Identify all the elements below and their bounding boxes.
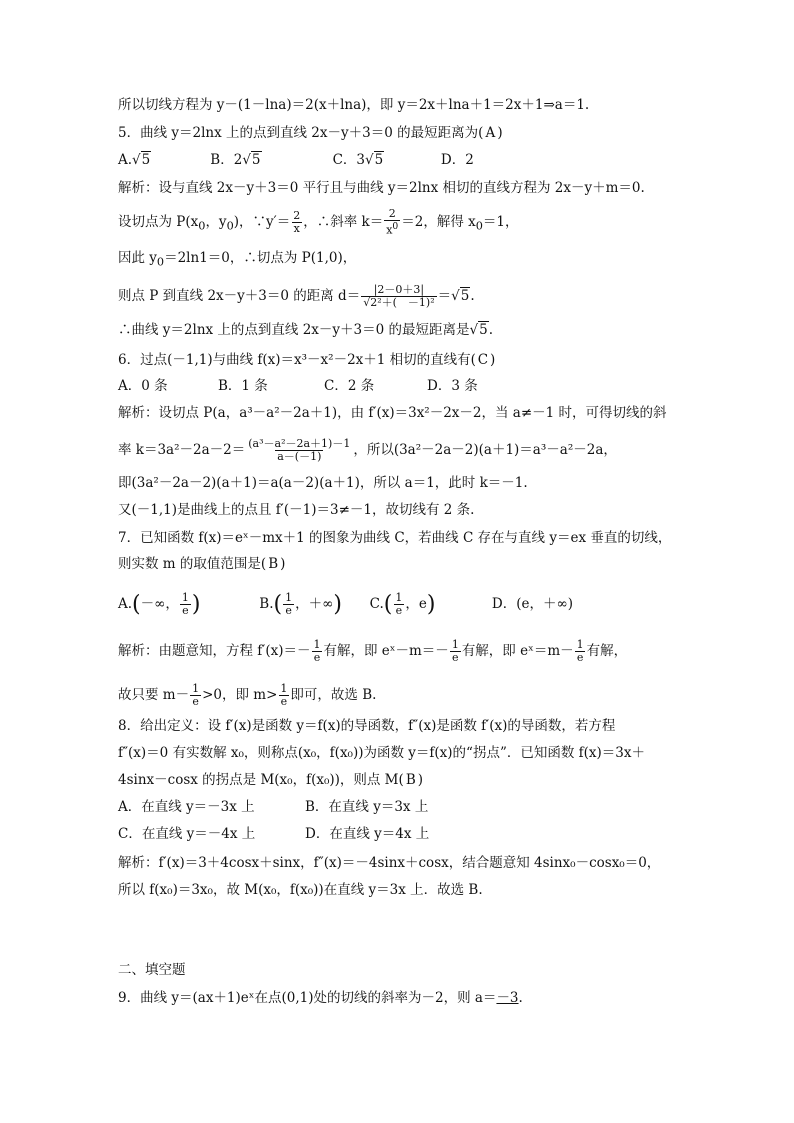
solution-line: 率 k＝3a²－2a－2＝ $\frac{\text{(a³－a²－2a＋1)－1}}{a-(-1)}$ ，所以(3a²－2a－2)(a＋1)＝a³－a²－2a， — [118, 437, 617, 463]
option-b: B．在直线 y＝3x 上 — [305, 799, 429, 815]
solution-line: 即(3a²－2a－2)(a＋1)＝a(a－2)(a＋1)，所以 a＝1，此时 k＝－1. — [118, 475, 528, 491]
solution-line: 又(－1,1)是曲线上的点且 f′(－1)＝3≠－1，故切线有 2 条. — [118, 502, 475, 518]
question-8-options — [118, 799, 428, 815]
solution-line: 解析：由题意知，方程 f′(x)＝－ $\frac{1}{e}$ 有解，即 eˣ－m＝－ $\frac{1}{e}$ 有解，即 eˣ＝m－ $\frac{1}{e}$ 有解， — [118, 638, 628, 664]
option-c: C.( $\frac{1}{e}$ ，e) — [369, 591, 436, 617]
section-title: 二、填空题 — [118, 962, 186, 978]
question-8-options — [118, 826, 429, 842]
answer: B — [268, 556, 279, 572]
fraction: $\frac{2}{x}$ — [293, 208, 301, 235]
solution-line: 解析：设切点 P(a，a³－a²－2a＋1)，由 f′(x)＝3x²－2x－2，当 a≠－1 时，可得切线的斜 — [118, 405, 667, 421]
question-9: 9．曲线 y＝(ax＋1)eˣ在点(0,1)处的切线的斜率为－2，则 a＝－3. — [118, 990, 523, 1006]
answer: C — [477, 352, 489, 368]
solution-line: ∴曲线 y＝2lnx 上的点到直线 2x－y＋3＝0 的最短距离是√5. — [118, 322, 494, 338]
option-c: C．3√5 — [332, 152, 384, 168]
option-c: C．2 条 — [324, 378, 375, 394]
option-b: B．2√5 — [210, 152, 261, 168]
solution-line: 设切点为 $P(x_0$，$y_0$)，∵y′＝ $\frac{2}{x}$ ，∴斜率 k＝ $\frac{2}{x^0}$ ＝2，解得 $x_0=1$， — [118, 207, 519, 237]
answer: B — [405, 772, 416, 788]
solution-line: 则点 P 到直线 2x－y＋3＝0 的距离 d＝ $\frac{|2-0+3|}{\text{√2²＋( －1)²}}$ ＝√5. — [118, 283, 475, 309]
question-5-options — [118, 152, 474, 168]
option-c: C．在直线 y＝－4x 上 — [118, 826, 256, 842]
option-a: A．在直线 y＝－3x 上 — [118, 799, 255, 815]
question-8-stem: f″(x)＝0 有实数解 x₀，则称点(x₀，f(x₀))为函数 y＝f(x)的“拐点”．已知函数 f(x)＝3x＋ — [118, 745, 646, 761]
solution-line: 解析：f′(x)＝3＋4cosx＋sinx，f″(x)＝－4sinx＋cosx，结合题意知 4sinx₀－cosx₀＝0， — [118, 855, 661, 871]
option-a: A．0 条 — [118, 378, 168, 394]
question-8-stem: 8．给出定义：设 f′(x)是函数 y＝f(x)的导函数，f″(x)是函数 f′(x)的导函数，若方程 — [118, 718, 616, 734]
fraction: $\frac{|2-0+3|}{\text{√2²＋( －1)²}}$ — [363, 283, 435, 309]
fraction: $\frac{\text{(a³－a²－2a＋1)－1}}{a-(-1)}$ — [248, 437, 351, 463]
question-7-stem: 7．已知函数 f(x)＝eˣ－mx＋1 的图象为曲线 C，若曲线 C 存在与直线 y＝ex 垂直的切线， — [118, 530, 672, 546]
solution-line: 故只要 m－ $\frac{1}{e}$ >0，即 m> $\frac{1}{e}$ 即可，故选 B. — [118, 682, 377, 708]
question-6-stem: 6．过点(－1,1)与曲线 f(x)＝x³－x²－2x＋1 相切的直线有( C ) — [118, 352, 496, 368]
option-a: A.(－∞， $\frac{1}{e}$ ) — [118, 591, 201, 617]
answer: A — [485, 125, 496, 141]
question-8-stem: 4sinx－cosx 的拐点是 M(x₀，f(x₀))，则点 M( B ) — [118, 772, 424, 788]
question-5-stem: 5．曲线 y＝2lnx 上的点到直线 2x－y＋3＝0 的最短距离为( A ) — [118, 125, 503, 141]
question-7-stem: 则实数 m 的取值范围是( B ) — [118, 556, 286, 572]
text-line: 所以切线方程为 y－(1－lna)＝2(x＋lna)，即 y＝2x＋lna＋1＝2x＋1⇒a＝1. — [118, 97, 590, 113]
option-b: B.( $\frac{1}{e}$ ，＋∞) — [259, 591, 342, 617]
fraction: $\frac{2}{x^0}$ — [386, 207, 399, 237]
option-d: D．(e，＋∞) — [491, 596, 573, 612]
option-b: B．1 条 — [218, 378, 268, 394]
solution-line: 解析：设与直线 2x－y＋3＝0 平行且与曲线 y＝2lnx 相切的直线方程为 2x－y＋m＝0. — [118, 180, 645, 196]
option-a: A.√5 — [118, 152, 151, 168]
option-d: D．3 条 — [427, 378, 478, 394]
answer: －3 — [496, 990, 519, 1006]
solution-line: 因此 $y_0=2\ln 1=0$，∴切点为 P(1,0)， — [118, 250, 357, 269]
solution-line: 所以 f(x₀)＝3x₀，故 M(x₀，f(x₀))在直线 y＝3x 上．故选 B. — [118, 882, 483, 898]
option-d: D．2 — [440, 152, 474, 168]
question-7-options — [118, 592, 573, 617]
option-d: D．在直线 y＝4x 上 — [305, 826, 430, 842]
question-6-options — [118, 378, 478, 394]
